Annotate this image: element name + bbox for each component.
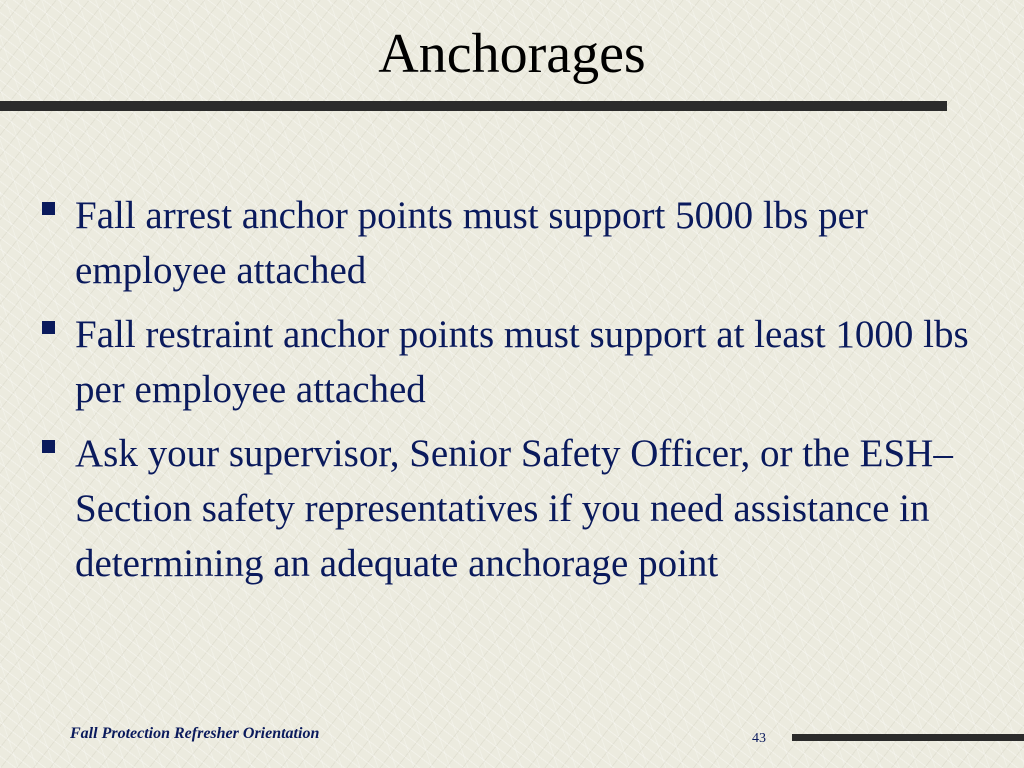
page-number: 43	[752, 731, 766, 746]
square-bullet-icon	[42, 440, 55, 453]
slide-title: Anchorages	[378, 23, 646, 85]
footer-presentation-title: Fall Protection Refresher Orientation	[70, 725, 320, 742]
bullet-item	[38, 307, 998, 417]
footer-divider	[792, 734, 1024, 741]
square-bullet-icon	[42, 202, 55, 215]
title-divider	[0, 101, 947, 111]
bullet-item	[38, 426, 998, 591]
bullet-list	[38, 188, 998, 600]
bullet-item	[38, 188, 998, 298]
square-bullet-icon	[42, 321, 55, 334]
bullet-text: Fall restraint anchor points must support at least 1000 lbs per employee attached	[75, 313, 969, 411]
bullet-text: Ask your supervisor, Senior Safety Officer, or the ESH–Section safety representatives if you need assistance in determining an adequate anchorage point	[75, 432, 953, 585]
bullet-text: Fall arrest anchor points must support 5000 lbs per employee attached	[75, 194, 868, 292]
